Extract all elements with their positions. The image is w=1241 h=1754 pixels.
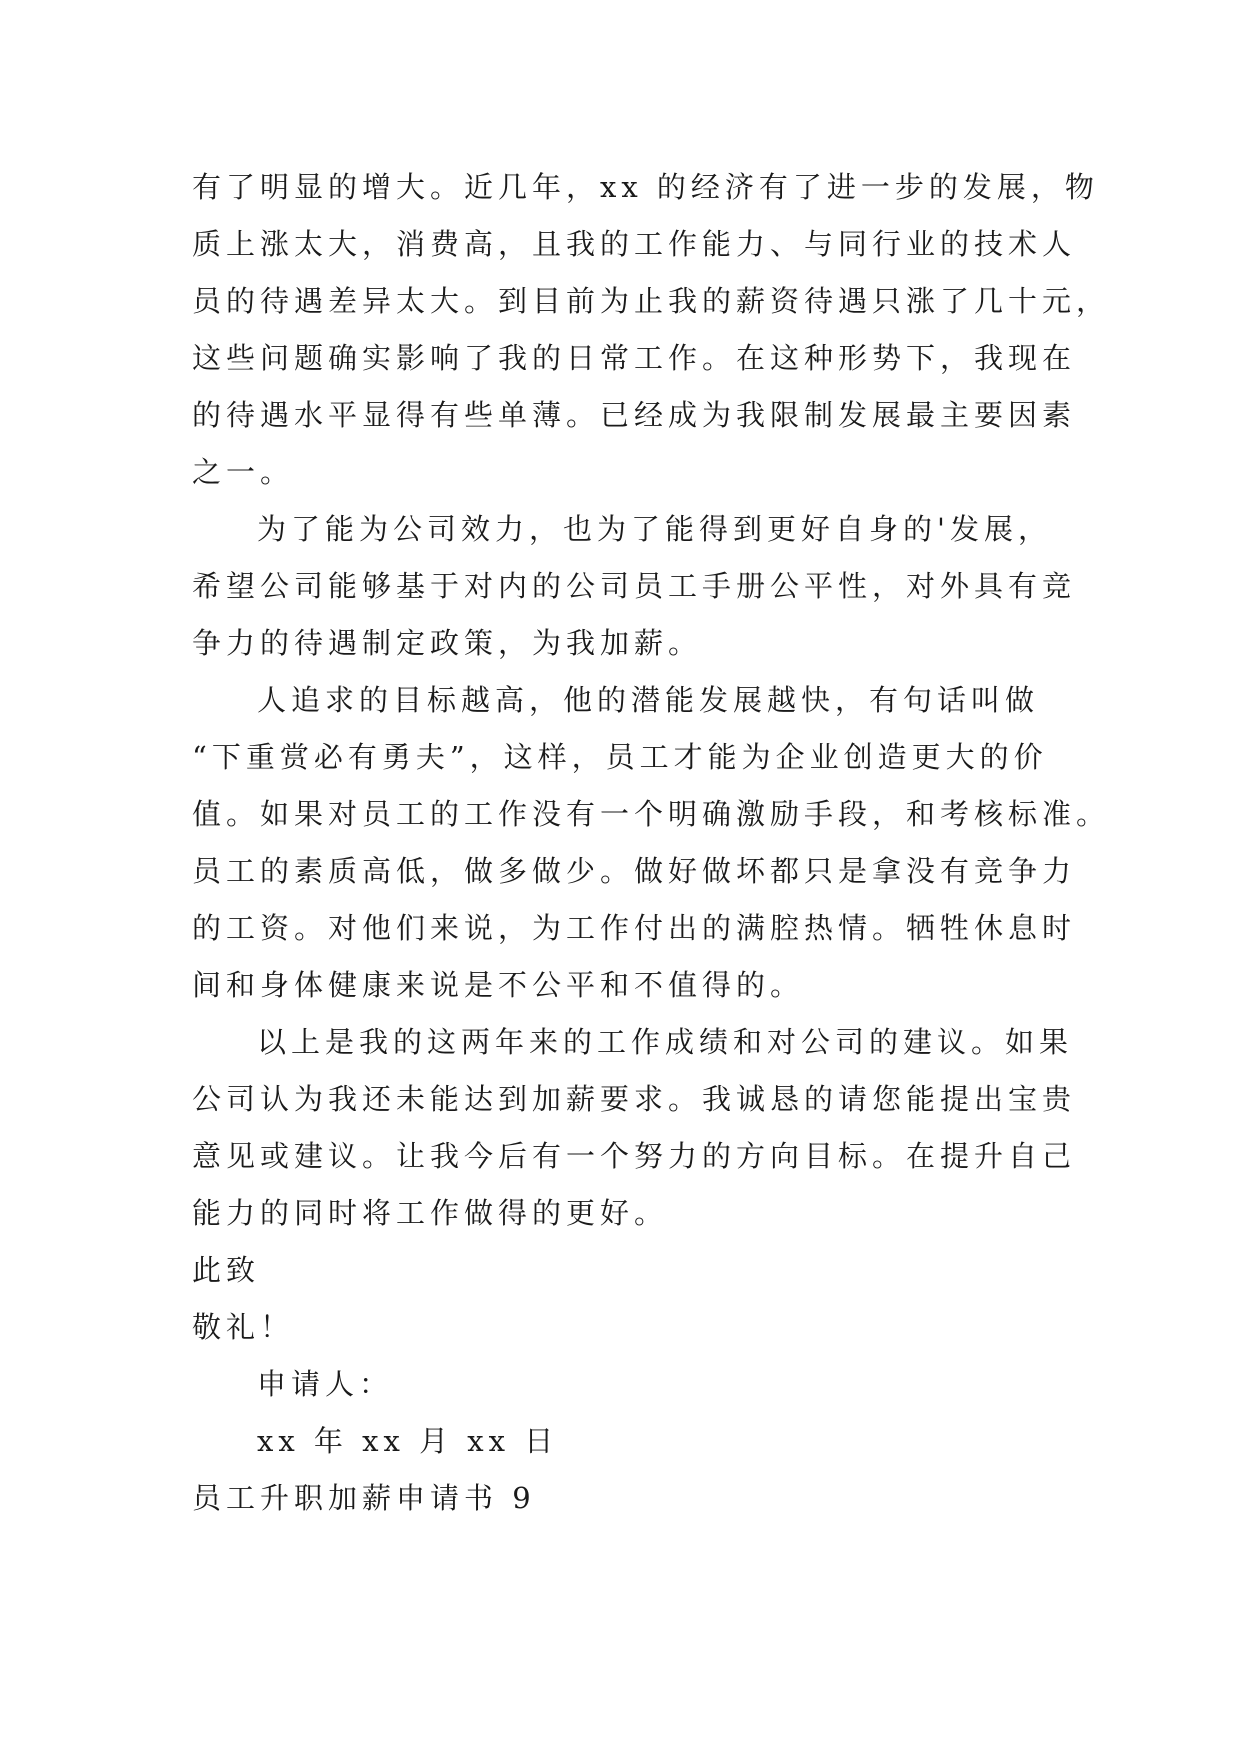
text-line: 的待遇水平显得有些单薄。已经成为我限制发展最主要因素 (192, 398, 1077, 432)
text-line: 公司认为我还未能达到加薪要求。我诚恳的请您能提出宝贵 (192, 1082, 1077, 1116)
text-line: 人追求的目标越高，他的潜能发展越快，有句话叫做 (257, 683, 1040, 717)
salutation-line-2: 敬礼！ (192, 1310, 295, 1344)
text-line: 有了明显的增大。近几年，xx 的经济有了进一步的发展，物 (192, 170, 1099, 204)
text-line: 的工资。对他们来说，为工作付出的满腔热情。牺牲休息时 (192, 911, 1077, 945)
text-line: 员的待遇差异太大。到目前为止我的薪资待遇只涨了几十元， (192, 284, 1111, 318)
text-line: 员工的素质高低，做多做少。做好做坏都只是拿没有竞争力 (192, 854, 1077, 888)
text-line: 能力的同时将工作做得的更好。 (192, 1196, 669, 1230)
text-line: 以上是我的这两年来的工作成绩和对公司的建议。如果 (257, 1025, 1074, 1059)
text-line: 争力的待遇制定政策，为我加薪。 (192, 626, 703, 660)
text-line: 希望公司能够基于对内的公司员工手册公平性，对外具有竞 (192, 569, 1077, 603)
text-line: 这些问题确实影响了我的日常工作。在这种形势下，我现在 (192, 341, 1077, 375)
next-document-title: 员工升职加薪申请书 9 (192, 1481, 536, 1515)
applicant-label: 申请人： (257, 1367, 394, 1401)
text-line: 意见或建议。让我今后有一个努力的方向目标。在提升自己 (192, 1139, 1077, 1173)
text-line: 间和身体健康来说是不公平和不值得的。 (192, 968, 805, 1002)
text-line: 之一。 (192, 455, 295, 489)
text-line: 为了能为公司效力，也为了能得到更好自身的'发展， (257, 512, 1052, 546)
text-line: 值。如果对员工的工作没有一个明确激励手段，和考核标准。 (192, 797, 1111, 831)
text-line: “下重赏必有勇夫”，这样，员工才能为企业创造更大的价 (192, 740, 1048, 774)
signature-date: xx 年 xx 月 xx 日 (257, 1424, 559, 1458)
text-line: 质上涨太大，消费高，且我的工作能力、与同行业的技术人 (192, 227, 1077, 261)
salutation-line-1: 此致 (192, 1253, 261, 1287)
